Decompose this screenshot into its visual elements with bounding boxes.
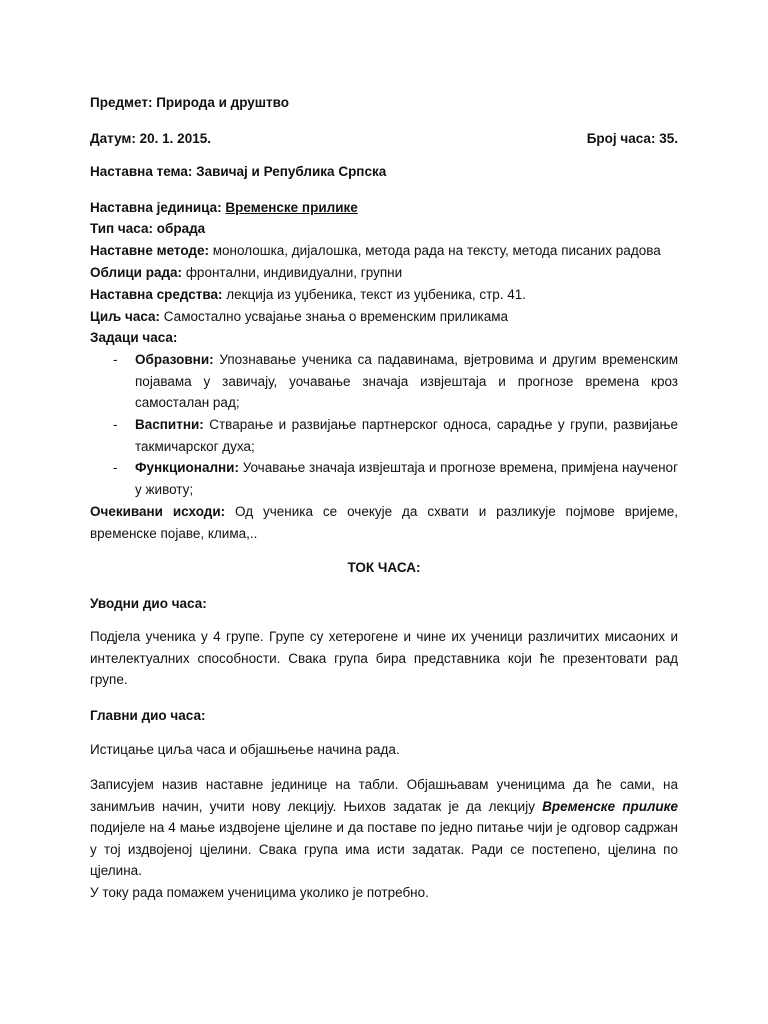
topic-label: Наставна тема:	[90, 164, 193, 179]
task-dash: -	[113, 417, 118, 432]
flow-title: ТОК ЧАСА:	[347, 560, 421, 575]
task-text: Упознавање ученика са падавинама, вјетровима и другим временским појавама у завичају, уочавање значаја извјештаја и прогнозе времена кроз самосталан рад;	[135, 352, 678, 410]
lesson-title-emphasis: Временске прилике	[542, 798, 679, 814]
outcomes-label: Очекивани исходи:	[90, 504, 226, 519]
main-paragraph-1: Истицање циља часа и објашњење начина рада.	[90, 742, 400, 757]
task-label: Образовни:	[135, 352, 214, 367]
task-dash: -	[113, 460, 118, 475]
topic-line	[90, 161, 678, 183]
main-paragraph-2	[90, 774, 678, 882]
intro-heading: Уводни дио часа:	[90, 596, 207, 611]
tasks-heading: Задаци часа:	[90, 330, 178, 345]
task-item-educational	[135, 349, 678, 414]
task-text: Стварање и развијање партнерског односа, сарадње у групи, развијање такмичарског духа;	[135, 417, 678, 454]
type-line	[90, 218, 678, 240]
date-value: 20. 1. 2015.	[139, 131, 211, 146]
type-value: обрада	[156, 221, 206, 236]
outcomes-paragraph	[90, 501, 678, 544]
subject-value: Природа и друштво	[156, 95, 290, 110]
type-label: Тип часа:	[90, 221, 153, 236]
task-item-upbringing	[135, 414, 678, 457]
topic-value: Завичај и Република Српска	[196, 164, 387, 179]
means-line	[90, 284, 678, 306]
main-paragraph-3: У току рада помажем ученицима уколико је потребно.	[90, 885, 429, 900]
goal-line	[90, 306, 678, 328]
main-paragraph-2-start: Записујем назив наставне јединице на табли. Објашњавам ученицима да ће сами, на занимљив начин, учити нову лекцију. Њихов задатак је да лекцију	[90, 777, 678, 814]
methods-value: монолошка, дијалошка, метода рада на тексту, метода писаних радова	[212, 243, 661, 258]
forms-value: фронтални, индивидуални, групни	[185, 265, 403, 280]
date-line	[90, 128, 678, 150]
outcomes-value: Од ученика се очекује да схвати и разликује појмове вријеме, временске појаве, клима,..	[90, 504, 678, 541]
unit-value: Временске прилике	[225, 200, 358, 215]
forms-line	[90, 262, 678, 284]
forms-label: Облици рада:	[90, 265, 183, 280]
task-text: Уочавање значаја извјештаја и прогнозе времена, примјена наученог у животу;	[135, 460, 678, 497]
methods-line	[90, 240, 678, 262]
lesson-number	[587, 128, 678, 150]
means-value: лекција из уџбеника, текст из уџбеника, стр. 41.	[226, 287, 527, 302]
task-item-functional	[135, 457, 678, 500]
subject-label: Предмет:	[90, 95, 153, 110]
task-label: Функционални:	[135, 460, 239, 475]
methods-label: Наставне методе:	[90, 243, 209, 258]
goal-label: Циљ часа:	[90, 309, 161, 324]
means-label: Наставна средства:	[90, 287, 223, 302]
main-heading: Главни дио часа:	[90, 708, 206, 723]
task-dash: -	[113, 352, 118, 367]
lesson-number-label: Број часа:	[586, 131, 656, 146]
lesson-number-value: 35.	[659, 131, 678, 146]
goal-value: Самостално усвајање знања о временским приликама	[163, 309, 509, 324]
task-label: Васпитни:	[135, 417, 204, 432]
unit-label: Наставна јединица:	[90, 200, 222, 215]
date-label: Датум:	[90, 131, 136, 146]
subject-line	[90, 92, 678, 114]
unit-line	[90, 197, 678, 219]
main-paragraph-2-end: подијеле на 4 мање издвојене цјелине и да поставе по једно питање чији је одговор садржан у тој издвојеној цјелини. Свака група има исти задатак. Ради се постепено, цјелина по цјелина.	[90, 820, 678, 878]
intro-paragraph: Подјела ученика у 4 групе. Групе су хетерогене и чине их ученици различитих мисаоних и интелектуалних способности. Свака група бира представника који ће презентовати рад групе.	[90, 629, 678, 687]
